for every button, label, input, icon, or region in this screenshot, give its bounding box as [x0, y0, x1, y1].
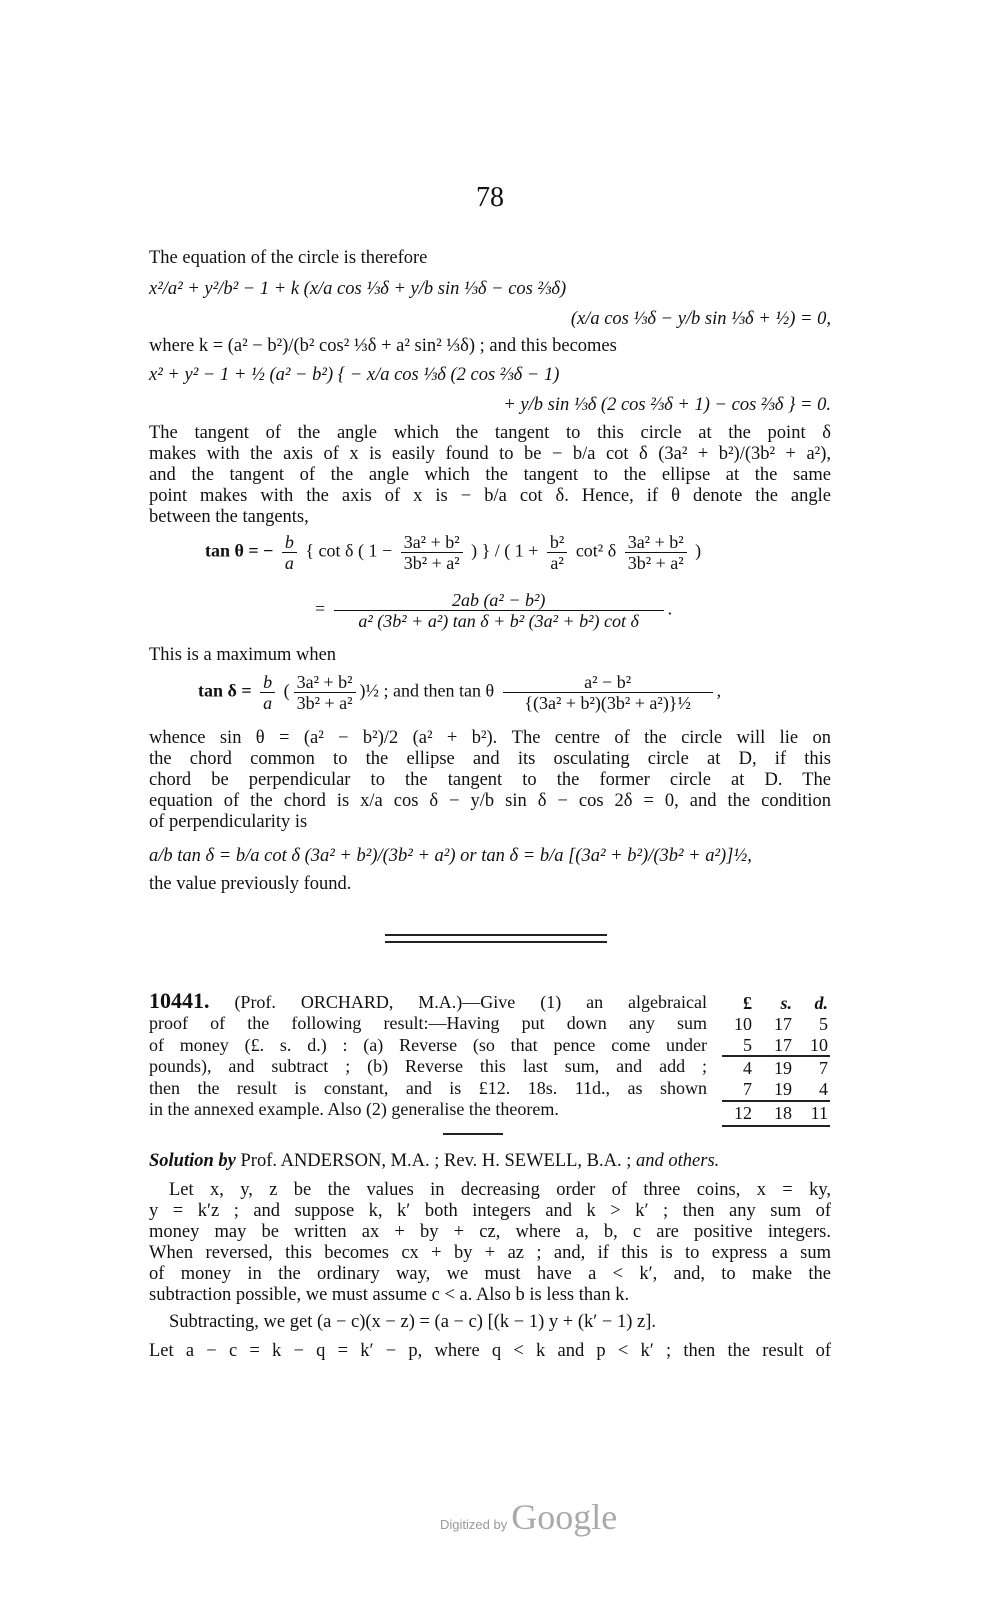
eq-text: )½ ; and then tan θ	[359, 680, 495, 701]
fraction: $\frac{\text{2ab (a² − b²)}}{\text{a² (3b² + a²) tan δ + b² (3a² + b²) cot δ}}$	[334, 590, 664, 631]
closing-text: the value previously found.	[149, 874, 352, 894]
eq-text: (	[283, 680, 290, 701]
solution-last-line: Let a − c = k − q = k′ − p, where q < k and p < k′ ; then the result of	[149, 1341, 831, 1361]
problem-statement	[149, 990, 707, 1120]
intro-text: The equation of the circle is therefore	[149, 248, 428, 268]
eq-text: ,	[716, 680, 722, 701]
fraction: $\frac{\text{3a² + b²}}{\text{3b² + a²}}$	[625, 532, 687, 573]
subtracting-line: Subtracting, we get (a − c)(x − z) = (a − c) [(k − 1) y + (k′ − 1) z].	[169, 1312, 656, 1332]
solution-line: When reversed, this becomes cx + by + az ; and, if this is to express a sum	[149, 1243, 831, 1263]
problem-line: proof of the following result:—Having put down any sum	[149, 1013, 707, 1034]
tan-theta-result	[315, 590, 672, 631]
fraction: $\frac{\text{a² − b²}}{\text{\{(3a² + b²)(3b² + a²)\}½}}$	[503, 672, 713, 713]
table-row: 10 17 5	[734, 1014, 828, 1034]
equation-1b: (x/a cos ⅓δ − y/b sin ⅓δ + ½) = 0,	[570, 309, 831, 329]
equation-2b: + y/b sin ⅓δ (2 cos ⅔δ + 1) − cos ⅔δ } = 0.	[503, 395, 831, 415]
paragraph-line: equation of the chord is x/a cos δ − y/b sin δ − cos 2δ = 0, and the condition	[149, 791, 831, 811]
fraction: $\frac{b}{a}$	[282, 532, 297, 573]
solution-byline	[149, 1151, 831, 1172]
fraction: $\frac{\text{3a² + b²}}{\text{3b² + a²}}$	[294, 672, 356, 713]
tan-delta-equation	[198, 672, 721, 713]
equation-3: a/b tan δ = b/a cot δ (3a² + b²)/(3b² + a²) or tan δ = b/a [(3a² + b²)/(3b² + a²)]½,	[149, 846, 752, 866]
eq-text: ) } / ( 1 +	[471, 540, 539, 561]
eq-text: cot² δ	[575, 540, 617, 561]
section-divider	[385, 934, 607, 936]
table-rule	[722, 1100, 830, 1102]
problem-line: (Prof. ORCHARD, M.A.)—Give (1) an algebraical	[234, 992, 708, 1012]
solution-line: money may be written ax + by + cz, where a, b, c are positive integers.	[149, 1222, 831, 1242]
where-k-text: where k = (a² − b²)/(b² cos² ⅓δ + a² sin² ⅓δ) ; and this becomes	[149, 336, 617, 356]
paragraph-line: whence sin θ = (a² − b²)/2 (a² + b²). The centre of the circle will lie on	[149, 728, 831, 748]
page-number: 78	[476, 182, 504, 213]
solution-label: Solution by	[149, 1151, 236, 1171]
fraction: $\frac{b}{a}$	[260, 672, 275, 713]
table-rule	[722, 1055, 830, 1057]
solution-line: y = k′z ; and suppose k, k′ both integers and k > k′ ; then any sum of	[149, 1201, 831, 1221]
table-row: 7 19 4	[743, 1079, 828, 1099]
table-row: 4 19 7	[743, 1058, 828, 1078]
paragraph-line: between the tangents,	[149, 507, 309, 527]
paragraph-line: point makes with the axis of x is − b/a cot δ. Hence, if θ denote the angle	[149, 486, 831, 506]
problem-line: of money (£. s. d.) : (a) Reverse (so that pence come under	[149, 1034, 707, 1055]
problem-number: 10441.	[149, 988, 210, 1013]
paragraph-line: chord be perpendicular to the tangent to the former circle at D. The	[149, 770, 831, 790]
paragraph-line: the chord common to the ellipse and its osculating circle at D, if this	[149, 749, 831, 769]
google-logo: Google	[511, 1497, 618, 1537]
equation-2a: x² + y² − 1 + ½ (a² − b²) { − x/a cos ⅓δ (2 cos ⅔δ − 1)	[149, 365, 560, 385]
eq-text: { cot δ ( 1 −	[305, 540, 393, 561]
eq-text: .	[667, 598, 673, 619]
eq-text: =	[315, 598, 326, 619]
table-header: £ s. d.	[743, 993, 828, 1013]
problem-line: pounds), and subtract ; (b) Reverse this last sum, and add ;	[149, 1056, 707, 1077]
equation-1a: x²/a² + y²/b² − 1 + k (x/a cos ⅓δ + y/b sin ⅓δ − cos ⅔δ)	[149, 279, 567, 299]
eq-text: )	[695, 540, 702, 561]
table-row: 5 17 10	[743, 1035, 828, 1055]
fraction: $\frac{\text{3a² + b²}}{\text{3b² + a²}}$	[401, 532, 463, 573]
eq-text: tan δ =	[198, 680, 252, 701]
solution-line: of money in the ordinary way, we must have a < k′, and, to make the	[149, 1264, 831, 1284]
solution-others: and others.	[636, 1151, 720, 1171]
tan-theta-equation	[205, 532, 701, 573]
table-row: 12 18 11	[734, 1103, 828, 1123]
digitized-label: Digitized by	[440, 1517, 508, 1532]
paragraph-line: makes with the axis of x is easily found to be − b/a cot δ (3a² + b²)/(3b² + a²),	[149, 444, 831, 464]
problem-line: in the annexed example. Also (2) generalise the theorem.	[149, 1099, 559, 1120]
paragraph-line: of perpendicularity is	[149, 812, 308, 832]
paragraph-line: and the tangent of the angle which the tangent to the ellipse at the same	[149, 465, 831, 485]
maximum-text: This is a maximum when	[149, 645, 337, 665]
solution-line: Let x, y, z be the values in decreasing order of three coins, x = ky,	[169, 1180, 831, 1200]
solution-line: subtraction possible, we must assume c < a. Also b is less than k.	[149, 1285, 630, 1305]
section-divider	[385, 941, 607, 943]
short-divider	[443, 1133, 503, 1135]
solution-authors: Prof. ANDERSON, M.A. ; Rev. H. SEWELL, B.A. ;	[240, 1151, 632, 1171]
problem-line: then the result is constant, and is £12. 18s. 11d., as shown	[149, 1077, 707, 1098]
digitized-watermark	[440, 1496, 617, 1538]
fraction: $\frac{\text{b²}}{\text{a²}}$	[547, 532, 567, 573]
table-rule	[722, 1125, 830, 1127]
paragraph-line: The tangent of the angle which the tangent to this circle at the point δ	[149, 423, 831, 443]
eq-text: tan θ = −	[205, 540, 274, 561]
